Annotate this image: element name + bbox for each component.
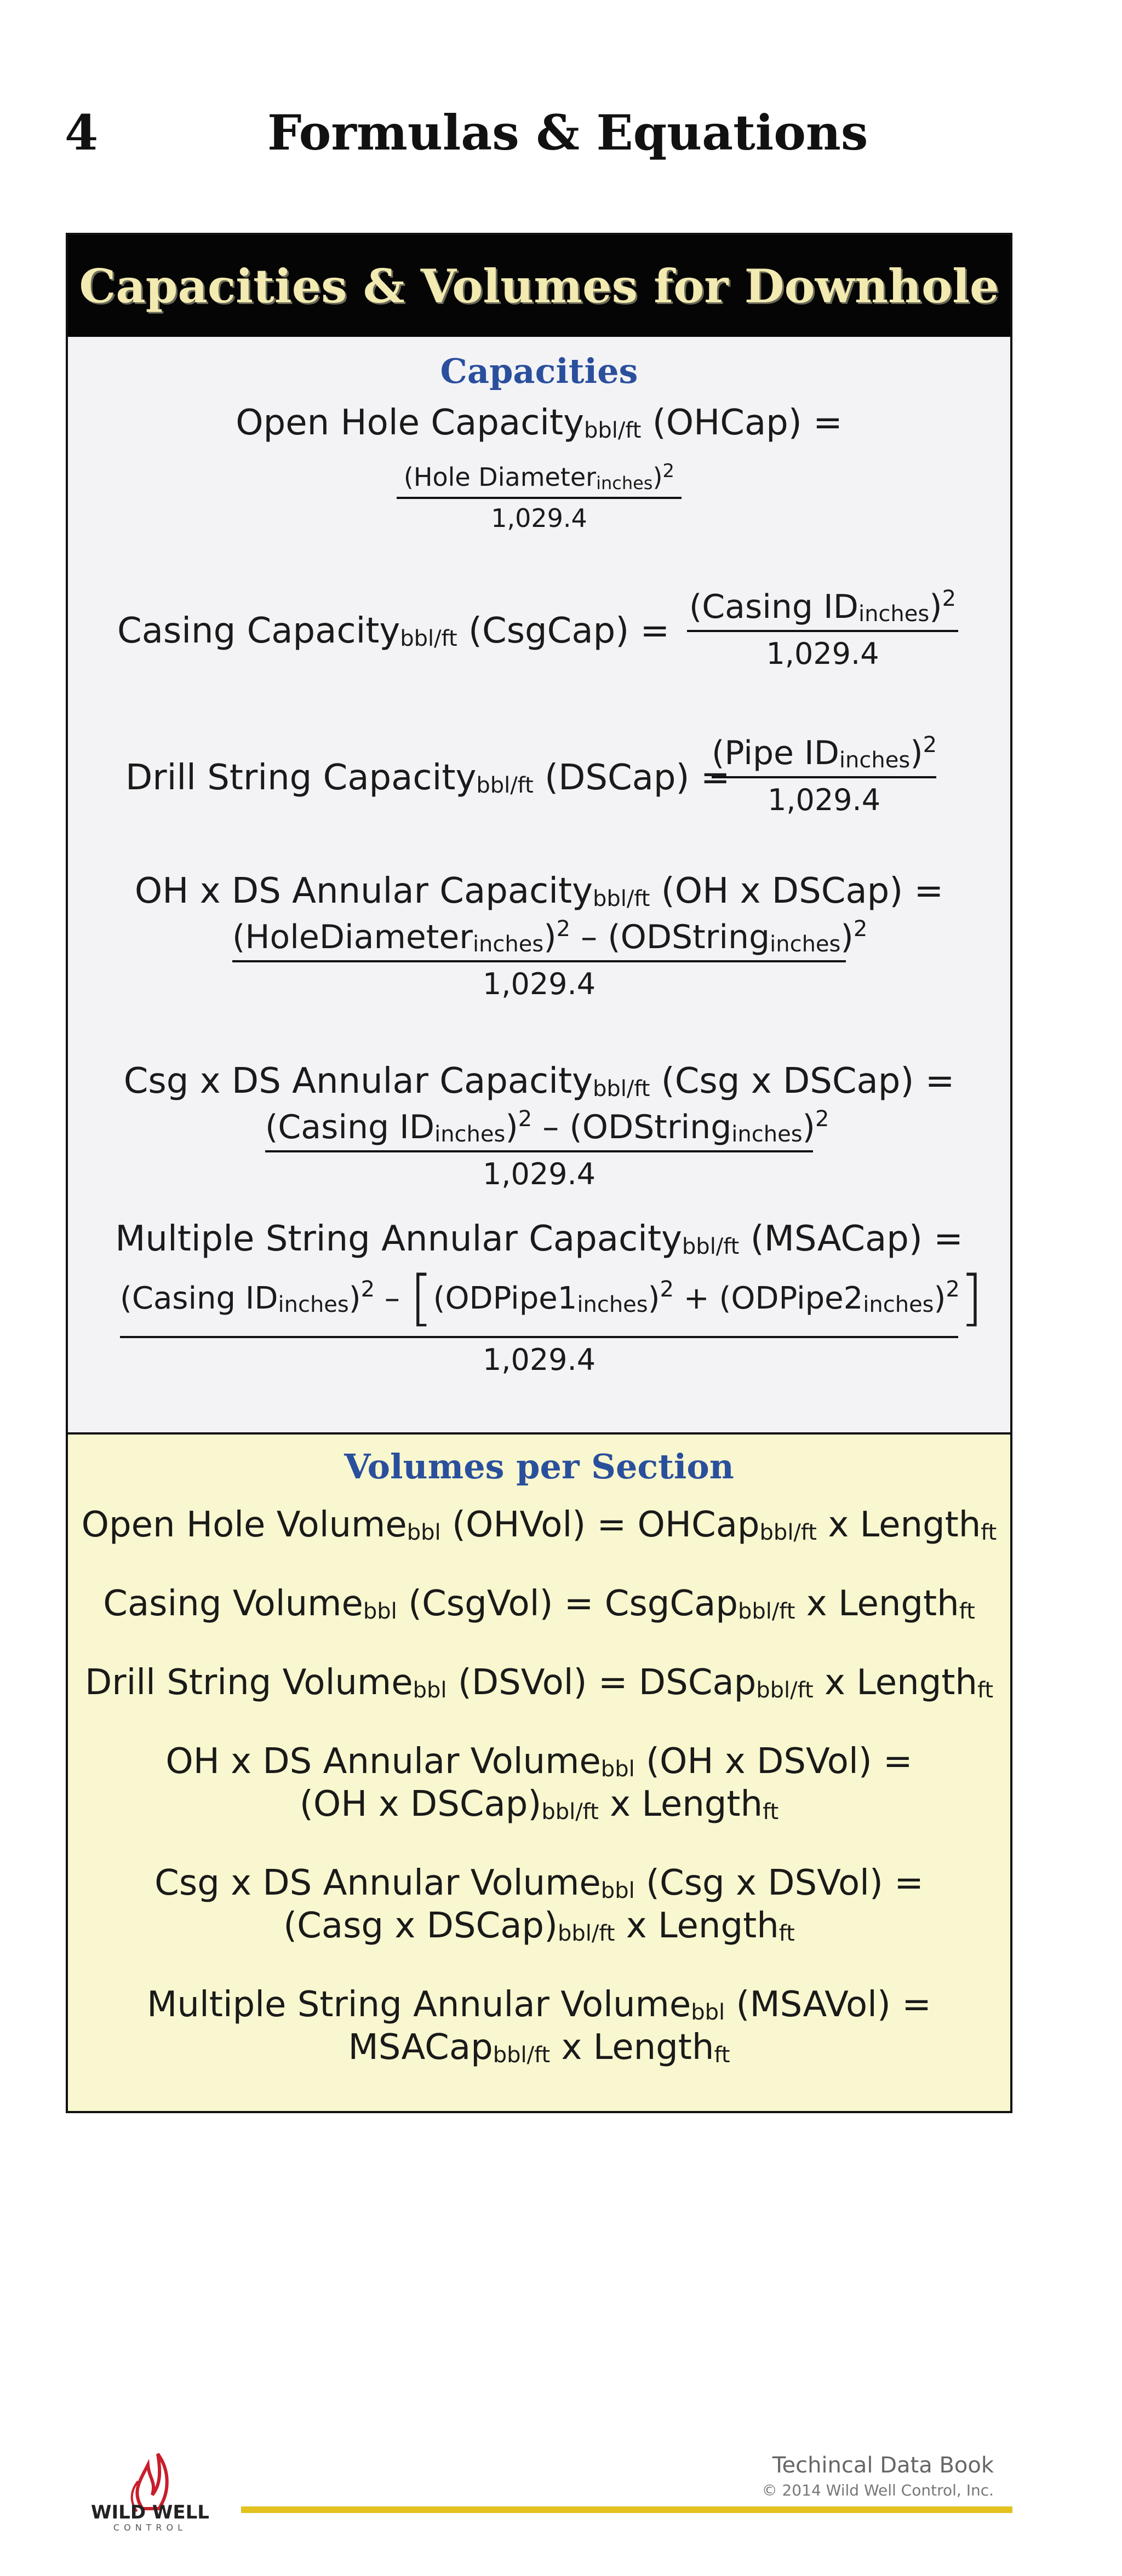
open-hole-capacity-label: Open Hole Capacitybbl/ft (OHCap) =	[236, 403, 843, 443]
csg-ds-volume-line1: Csg x DS Annular Volumebbl (Csg x DSVol) =	[154, 1863, 924, 1903]
multiple-string-volume-line1: Multiple String Annular Volumebbl (MSAVol) =	[147, 1984, 931, 2025]
open-hole-volume: Open Hole Volumebbl (OHVol) = OHCapbbl/ft x Lengthft	[81, 1505, 997, 1545]
oh-ds-volume-line2: (OH x DSCap)bbl/ft x Lengthft	[299, 1784, 779, 1825]
page-title: Formulas & Equations	[267, 104, 868, 161]
volumes-section	[68, 1435, 1010, 2111]
oh-ds-volume-line1: OH x DS Annular Volumebbl (OH x DSVol) =	[165, 1741, 913, 1782]
oh-ds-capacity-label: OH x DS Annular Capacitybbl/ft (OH x DSCap) =	[134, 871, 944, 911]
multiple-string-capacity-label: Multiple String Annular Capacitybbl/ft (MSACap) =	[115, 1219, 963, 1259]
casing-volume: Casing Volumebbl (CsgVol) = CsgCapbbl/ft x Lengthft	[103, 1584, 975, 1624]
drill-string-capacity-label: Drill String Capacitybbl/ft (DSCap) =	[125, 758, 730, 798]
logo-wordmark: WILD WELL	[91, 2502, 209, 2523]
casing-capacity-fraction: (Casing IDinches)$^2$ 1,029.4	[687, 586, 958, 671]
footer-book-title: Techincal Data Book	[772, 2453, 994, 2478]
multiple-string-volume-line2: MSACapbbl/ft x Lengthft	[348, 2027, 730, 2068]
capacities-section	[68, 337, 1010, 1435]
logo-subtext: CONTROL	[113, 2522, 187, 2533]
open-hole-capacity-fraction: (Hole Diameterinches)$^2$ 1,029.4	[397, 460, 682, 533]
csg-ds-volume-line2: (Casg x DSCap)bbl/ft x Lengthft	[283, 1906, 795, 1946]
formula-box	[66, 233, 1012, 2113]
box-header-title: Capacities & Volumes for Downhole	[79, 259, 999, 313]
box-header	[68, 235, 1010, 337]
csg-ds-capacity-fraction: (Casing IDinches)$^2$ – (ODStringinches)$^2$ 1,029.4	[265, 1106, 829, 1191]
oh-ds-capacity-fraction: (HoleDiameterinches)$^2$ – (ODStringinches)$^2$ 1,029.4	[232, 916, 868, 1001]
footer-copyright: © 2014 Wild Well Control, Inc.	[762, 2481, 994, 2499]
volumes-title: Volumes per Section	[344, 1447, 734, 1487]
drill-string-capacity-fraction: (Pipe IDinches)$^2$ 1,029.4	[712, 732, 937, 817]
multiple-string-capacity-fraction: (Casing IDinches)$^2$ – [(ODPipe1inches)$^2$ + (ODPipe2inches)$^2$] 1,029.4	[120, 1263, 983, 1377]
capacities-title: Capacities	[440, 351, 638, 391]
csg-ds-capacity-label: Csg x DS Annular Capacitybbl/ft (Csg x DSCap) =	[123, 1061, 955, 1101]
drill-string-volume: Drill String Volumebbl (DSVol) = DSCapbbl/ft x Lengthft	[84, 1662, 994, 1703]
page-number: 4	[65, 104, 99, 161]
casing-capacity-label: Casing Capacitybbl/ft (CsgCap) =	[117, 611, 670, 651]
footer-accent-rule	[241, 2506, 1012, 2513]
